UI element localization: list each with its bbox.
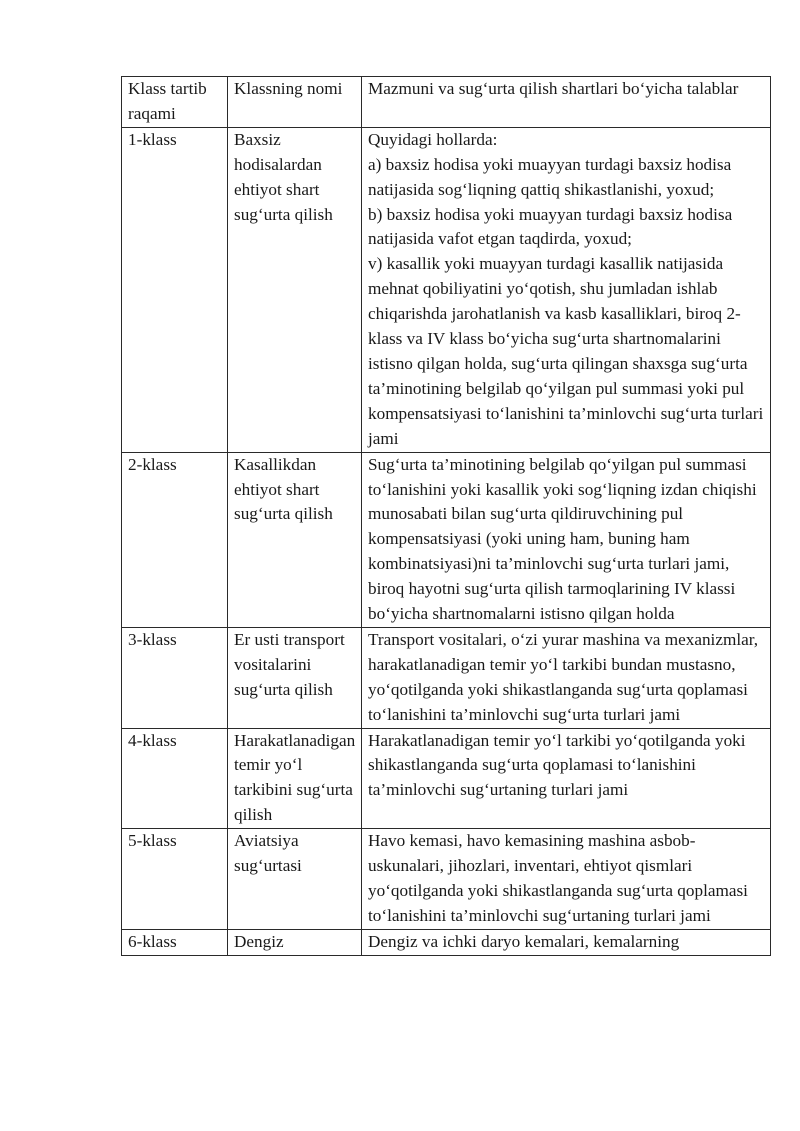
table-row (122, 127, 771, 452)
class-content-cell (362, 728, 771, 829)
class-name-cell: Dengiz (228, 929, 362, 955)
content-paragraph: Transport vositalari, o‘zi yurar mashina va mexanizmlar, harakatlanadigan temir yo‘l tarkibi bundan mustasno, yo‘qotilganda yoki shikastlanganda sug‘urta qoplamasi to‘lanishini ta’minlovchi sug‘urta turlari jami (368, 629, 759, 724)
header-class-number: Klass tartib raqami (122, 77, 228, 128)
table-row (122, 929, 771, 955)
class-number-cell: 3-klass (122, 627, 228, 728)
class-content-cell (362, 929, 771, 955)
class-content-cell (362, 829, 771, 930)
table-row (122, 829, 771, 930)
table-row (122, 452, 771, 627)
class-name-cell: Harakatlanadigan temir yo‘l tarkibini sug‘urta qilish (228, 728, 362, 829)
content-paragraph: Quyidagi hollarda: (368, 129, 498, 149)
class-content-cell (362, 127, 771, 452)
content-paragraph: v) kasallik yoki muayyan turdagi kasallik natijasida mehnat qobiliyatini yo‘qotish, shu jumladan ishlab chiqarishda jarohatlanish va kasb kasalliklari, biroq 2-klass va IV klass bo‘yicha sug‘urta shartnomalarini istisno qilgan holda, sug‘urta qilingan shaxsga sug‘urta ta’minotining belgilab qo‘yilgan pul summasi yoki pul kompensatsiyasi to‘lanishini ta’minlovchi sug‘urta turlari jami (368, 254, 764, 448)
content-paragraph: Sug‘urta ta’minotining belgilab qo‘yilgan pul summasi to‘lanishini yoki kasallik yoki sog‘liqning izdan chiqishi munosabati bilan sug‘urta qildiruvchining pul kompensatsiyasi (yoki uning ham, buning ham kombinatsiyasi)ni ta’minlovchi sug‘urta turlari jami, biroq hayotni sug‘urta qilish tarmoqlarining IV klassi bo‘yicha shartnomalarni istisno qilgan holda (368, 454, 757, 624)
class-number-cell: 1-klass (122, 127, 228, 452)
class-name-cell: Baxsiz hodisalardan ehtiyot shart sug‘urta qilish (228, 127, 362, 452)
class-content-cell (362, 627, 771, 728)
table-row (122, 728, 771, 829)
table-header-row (122, 77, 771, 128)
content-paragraph: Havo kemasi, havo kemasining mashina asbob-uskunalari, jihozlari, inventari, ehtiyot qismlari yo‘qotilganda yoki shikastlanganda sug‘urta qoplamasi to‘lanishini ta’minlovchi sug‘urtaning turlari jami (368, 831, 748, 925)
class-number-cell: 4-klass (122, 728, 228, 829)
class-name-cell: Aviatsiya sug‘urtasi (228, 829, 362, 930)
content-paragraph: b) baxsiz hodisa yoki muayyan turdagi baxsiz hodisa natijasida vafot etgan taqdirda, yoxud; (368, 204, 733, 249)
table-row (122, 627, 771, 728)
class-name-cell: Er usti transport vositalarini sug‘urta qilish (228, 627, 362, 728)
insurance-classes-table (121, 76, 771, 956)
content-paragraph: Dengiz va ichki daryo kemalari, kemalarning (368, 931, 680, 951)
class-number-cell: 2-klass (122, 452, 228, 627)
class-content-cell (362, 452, 771, 627)
header-content-requirements: Mazmuni va sug‘urta qilish shartlari bo‘yicha talablar (362, 77, 771, 128)
content-paragraph: Harakatlanadigan temir yo‘l tarkibi yo‘qotilganda yoki shikastlanganda sug‘urta qoplamasi to‘lanishini ta’minlovchi sug‘urtaning turlari jami (368, 730, 746, 800)
header-class-name: Klassning nomi (228, 77, 362, 128)
class-number-cell: 6-klass (122, 929, 228, 955)
class-name-cell: Kasallikdan ehtiyot shart sug‘urta qilish (228, 452, 362, 627)
class-number-cell: 5-klass (122, 829, 228, 930)
content-paragraph: a) baxsiz hodisa yoki muayyan turdagi baxsiz hodisa natijasida sog‘liqning qattiq shikastlanishi, yoxud; (368, 154, 732, 199)
